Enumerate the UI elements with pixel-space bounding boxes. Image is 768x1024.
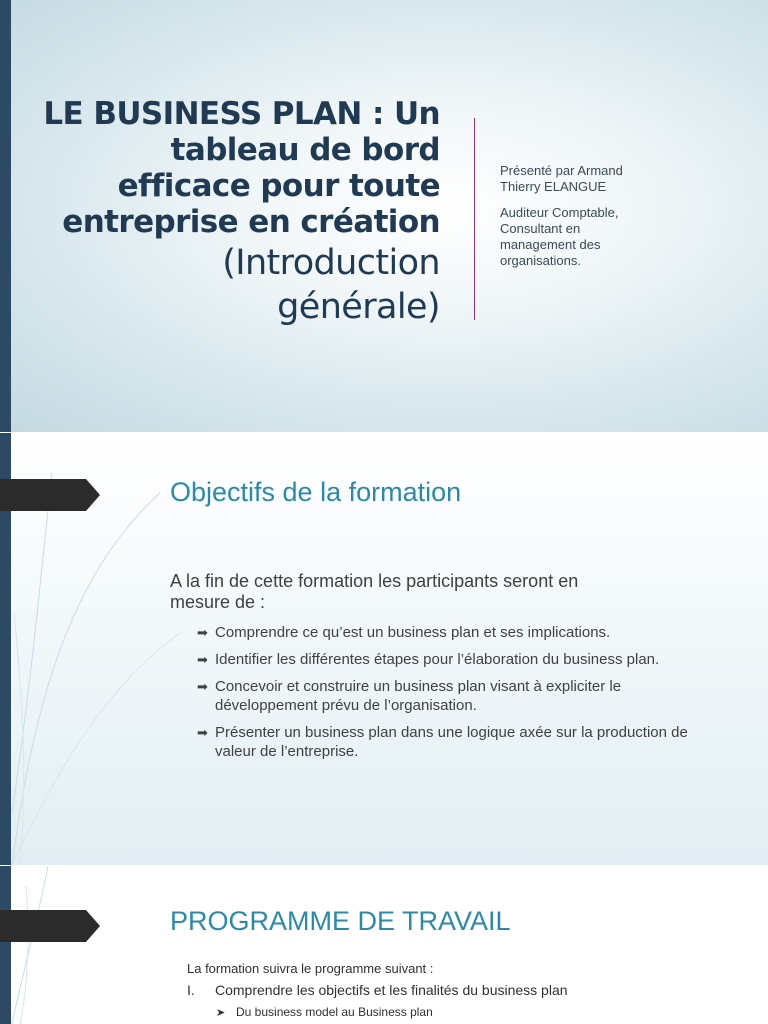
- presenter-line: Présenté par Armand: [500, 163, 623, 178]
- pointing-arrow-icon: ➡: [197, 652, 208, 667]
- title-line: LE BUSINESS PLAN : Un: [43, 96, 440, 132]
- divider-line: [474, 118, 475, 320]
- decorative-curves: [0, 866, 768, 1024]
- objectives-slide: [0, 433, 768, 865]
- list-item: [197, 677, 697, 715]
- slide-title: [40, 96, 440, 328]
- role-line: management des: [500, 237, 601, 252]
- slide-sidebar: [0, 866, 11, 1024]
- program-item: [187, 982, 568, 998]
- role-line: organisations.: [500, 253, 581, 268]
- section-tab-marker: [0, 910, 100, 942]
- presenter-name: [500, 163, 680, 195]
- bullet-text: Comprendre ce qu’est un business plan et ses implications.: [215, 624, 611, 641]
- title-line: entreprise en création: [62, 204, 440, 240]
- pointing-arrow-icon: ➡: [197, 679, 208, 694]
- list-item: [197, 650, 697, 669]
- list-item: [197, 623, 697, 642]
- intro-line: A la fin de cette formation les participants seront en: [170, 571, 579, 591]
- subtitle-line: (Introduction: [222, 243, 440, 283]
- program-subitem: [216, 1005, 433, 1019]
- bullet-text: Concevoir et construire un business plan visant à expliciter le développement prévu de l’organisation.: [215, 678, 622, 714]
- pointing-arrow-icon: ➡: [197, 725, 208, 740]
- arrowhead-icon: ➤: [216, 1007, 226, 1019]
- intro-line: mesure de :: [170, 592, 266, 612]
- presenter-line: Thierry ELANGUE: [500, 179, 607, 194]
- section-tab-marker: [0, 479, 100, 511]
- title-slide: [0, 0, 768, 432]
- role-line: Auditeur Comptable,: [500, 205, 619, 220]
- slide-heading: Objectifs de la formation: [170, 477, 462, 507]
- pointing-arrow-icon: ➡: [197, 625, 208, 640]
- intro-text: [170, 571, 690, 613]
- bullet-text: Présenter un business plan dans une logique axée sur la production de valeur de l’entreprise.: [215, 724, 688, 760]
- title-line: tableau de bord: [170, 132, 440, 168]
- slide-heading: PROGRAMME DE TRAVAIL: [170, 906, 511, 936]
- presenter-info: [500, 163, 680, 279]
- slide-sidebar: [0, 0, 11, 432]
- role-line: Consultant en: [500, 221, 581, 236]
- list-item: [197, 723, 697, 761]
- program-slide: [0, 866, 768, 1024]
- item-number: I.: [187, 982, 195, 998]
- item-text: Comprendre les objectifs et les finalités du business plan: [215, 982, 568, 998]
- title-line: efficace pour toute: [117, 168, 440, 204]
- subitem-text: Du business model au Business plan: [236, 1005, 433, 1019]
- subtitle-line: générale): [277, 287, 440, 327]
- presenter-role: [500, 205, 680, 269]
- bullet-text: Identifier les différentes étapes pour l’élaboration du business plan.: [215, 651, 660, 668]
- intro-text: La formation suivra le programme suivant :: [187, 961, 434, 976]
- objectives-list: [197, 623, 697, 769]
